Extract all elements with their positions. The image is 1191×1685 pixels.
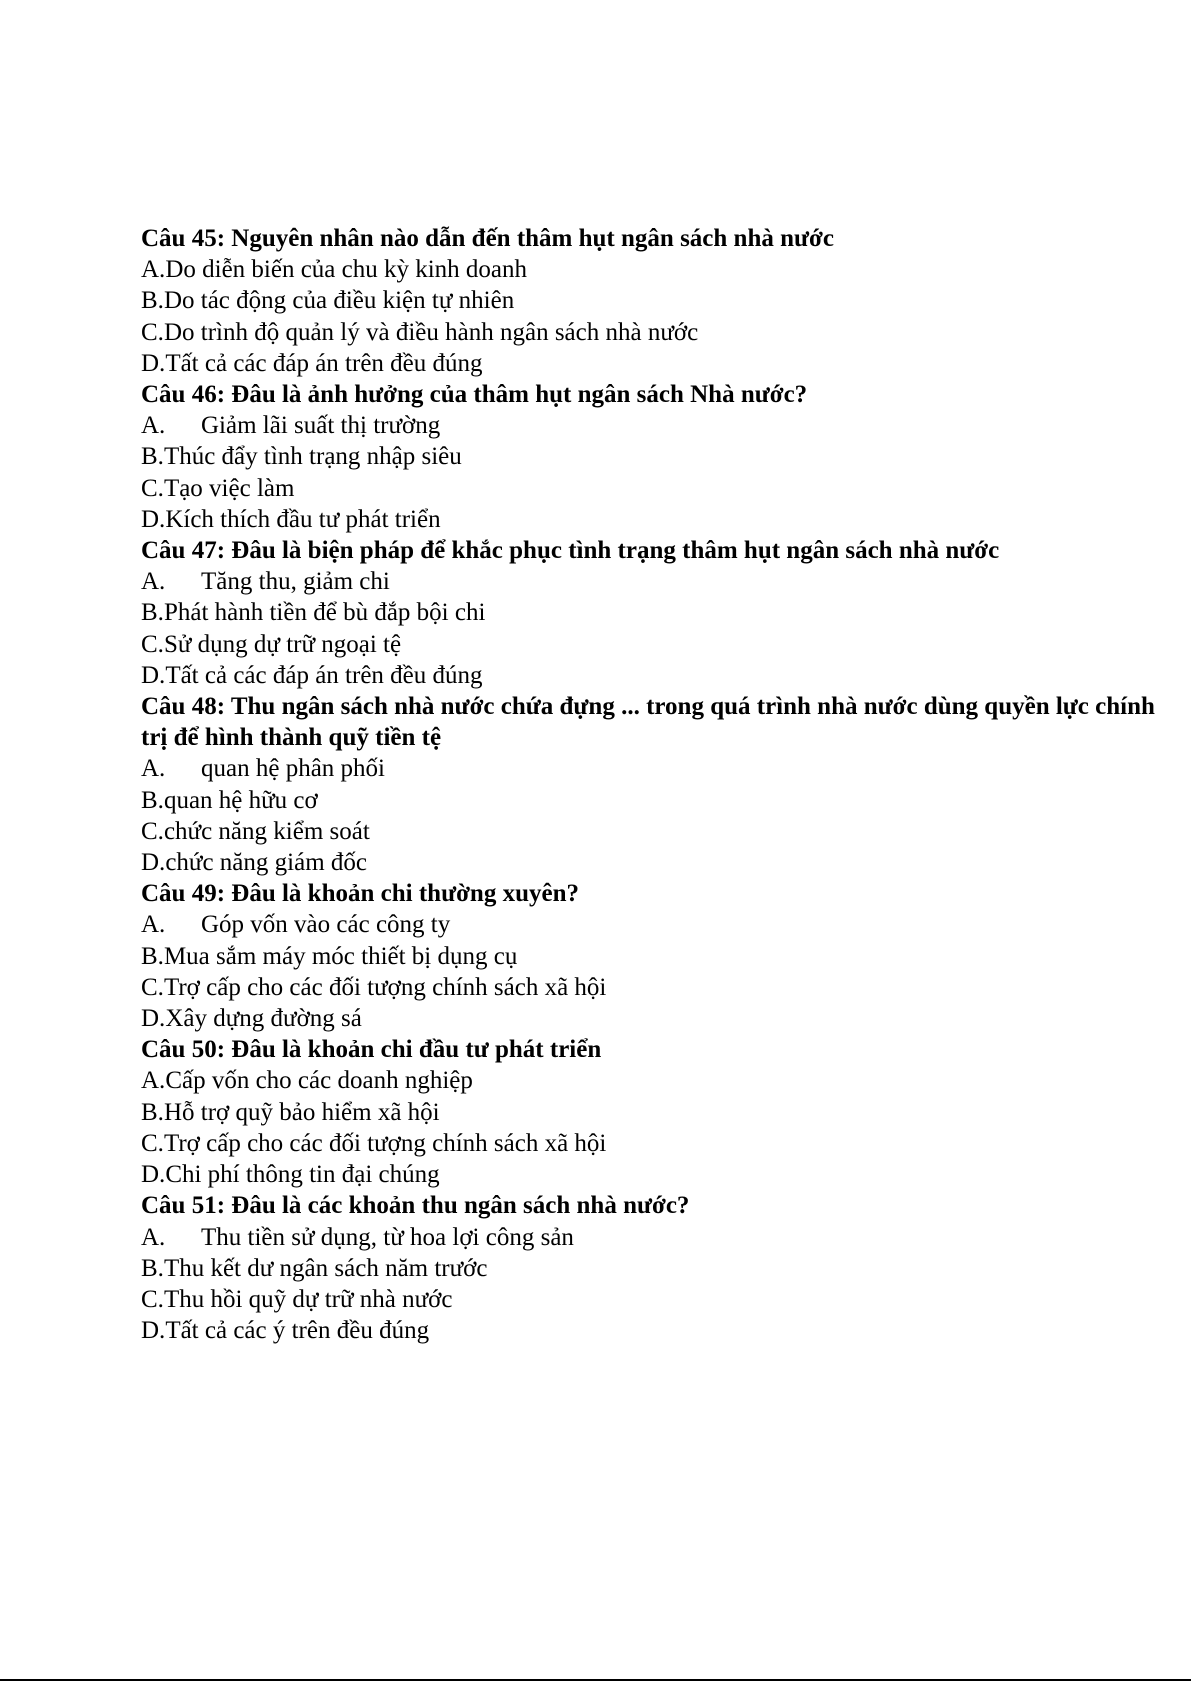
option-letter: A. <box>141 412 166 440</box>
option-text: Thúc đẩy tình trạng nhập siêu <box>163 443 462 471</box>
option-text: Kích thích đầu tư phát triển <box>165 505 441 533</box>
answer-option <box>141 1284 1171 1315</box>
answer-option <box>141 1003 1171 1034</box>
question-block <box>141 223 1171 379</box>
answer-option <box>141 753 1171 784</box>
option-letter: C. <box>141 630 164 658</box>
answer-option <box>141 254 1171 285</box>
answer-option <box>141 816 1171 847</box>
option-text: Tăng thu, giảm chi <box>201 568 390 596</box>
answer-option <box>141 972 1171 1003</box>
option-letter: B. <box>141 942 164 970</box>
option-text: quan hệ hữu cơ <box>163 786 318 814</box>
option-text: Hỗ trợ quỹ bảo hiểm xã hội <box>163 1098 440 1126</box>
option-letter: A. <box>141 568 166 596</box>
option-letter: B. <box>141 1254 164 1282</box>
option-text: Do tác động của điều kiện tự nhiên <box>163 287 515 315</box>
option-text: quan hệ phân phối <box>201 755 385 783</box>
option-text: chức năng kiểm soát <box>163 817 370 845</box>
option-letter: C. <box>141 973 164 1001</box>
option-letter: D. <box>141 661 166 689</box>
option-text: Mua sắm máy móc thiết bị dụng cụ <box>163 942 518 970</box>
answer-option <box>141 660 1171 691</box>
option-text: Cấp vốn cho các doanh nghiệp <box>165 1067 473 1095</box>
question-title: Câu 48: Thu ngân sách nhà nước chứa đựng ... trong quá trình nhà nước dùng quyền lực chính trị để hình thành quỹ tiền tệ <box>141 693 1155 752</box>
answer-option <box>141 629 1171 660</box>
page-bottom-rule <box>0 1679 1191 1681</box>
option-letter: D. <box>141 505 166 533</box>
option-letter: D. <box>141 1317 166 1345</box>
option-letter: B. <box>141 443 164 471</box>
question-block <box>141 691 1171 878</box>
answer-option <box>141 1222 1171 1253</box>
answer-option <box>141 909 1171 940</box>
option-letter: C. <box>141 1129 164 1157</box>
answer-option <box>141 847 1171 878</box>
answer-option <box>141 566 1171 597</box>
option-letter: D. <box>141 1005 166 1033</box>
answer-option <box>141 285 1171 316</box>
option-text: Trợ cấp cho các đối tượng chính sách xã hội <box>163 973 607 1001</box>
option-letter: C. <box>141 1285 164 1313</box>
question-title: Câu 49: Đâu là khoản chi thường xuyên? <box>141 880 579 908</box>
answer-option <box>141 597 1171 628</box>
answer-option <box>141 785 1171 816</box>
answer-option <box>141 348 1171 379</box>
option-letter: A. <box>141 1067 166 1095</box>
question-title: Câu 46: Đâu là ảnh hưởng của thâm hụt ngân sách Nhà nước? <box>141 381 808 409</box>
option-text: Thu hồi quỹ dự trữ nhà nước <box>163 1285 453 1313</box>
option-text: Trợ cấp cho các đối tượng chính sách xã hội <box>163 1129 607 1157</box>
option-letter: D. <box>141 349 166 377</box>
option-letter: A. <box>141 1223 166 1251</box>
option-letter: B. <box>141 287 164 315</box>
option-text: Do diễn biến của chu kỳ kinh doanh <box>165 256 528 284</box>
question-block <box>141 1034 1171 1190</box>
option-text: Thu tiền sử dụng, từ hoa lợi công sản <box>201 1223 574 1251</box>
answer-option <box>141 473 1171 504</box>
option-letter: B. <box>141 786 164 814</box>
question-block <box>141 1190 1171 1346</box>
option-letter: A. <box>141 256 166 284</box>
option-text: Thu kết dư ngân sách năm trước <box>163 1254 488 1282</box>
option-letter: C. <box>141 318 164 346</box>
answer-option <box>141 410 1171 441</box>
option-text: Tất cả các đáp án trên đều đúng <box>165 349 483 377</box>
option-text: Tạo việc làm <box>163 474 295 502</box>
question-block <box>141 535 1171 691</box>
answer-option <box>141 941 1171 972</box>
option-text: Xây dựng đường sá <box>165 1005 362 1033</box>
option-text: Góp vốn vào các công ty <box>201 911 451 939</box>
question-title: Câu 47: Đâu là biện pháp để khắc phục tình trạng thâm hụt ngân sách nhà nước <box>141 537 1000 565</box>
option-text: Tất cả các ý trên đều đúng <box>165 1317 430 1345</box>
option-text: Sử dụng dự trữ ngoại tệ <box>163 630 402 658</box>
answer-option <box>141 1159 1171 1190</box>
option-letter: C. <box>141 474 164 502</box>
option-letter: B. <box>141 1098 164 1126</box>
question-title: Câu 50: Đâu là khoản chi đầu tư phát triển <box>141 1036 602 1064</box>
option-letter: D. <box>141 1161 166 1189</box>
question-title: Câu 51: Đâu là các khoản thu ngân sách nhà nước? <box>141 1192 690 1220</box>
option-letter: A. <box>141 911 166 939</box>
option-text: Chi phí thông tin đại chúng <box>165 1161 440 1189</box>
option-text: Do trình độ quản lý và điều hành ngân sách nhà nước <box>163 318 699 346</box>
answer-option <box>141 317 1171 348</box>
answer-option <box>141 441 1171 472</box>
option-text: Tất cả các đáp án trên đều đúng <box>165 661 483 689</box>
option-letter: C. <box>141 817 164 845</box>
answer-option <box>141 1128 1171 1159</box>
option-letter: A. <box>141 755 166 783</box>
option-letter: B. <box>141 599 164 627</box>
answer-option <box>141 504 1171 535</box>
question-block <box>141 878 1171 1034</box>
answer-option <box>141 1097 1171 1128</box>
option-text: Phát hành tiền để bù đắp bội chi <box>163 599 486 627</box>
option-text: Giảm lãi suất thị trường <box>201 412 441 440</box>
document-body <box>141 223 1171 1346</box>
option-letter: D. <box>141 849 166 877</box>
answer-option <box>141 1065 1171 1096</box>
option-text: chức năng giám đốc <box>165 849 367 877</box>
question-title: Câu 45: Nguyên nhân nào dẫn đến thâm hụt ngân sách nhà nước <box>141 225 834 252</box>
answer-option <box>141 1253 1171 1284</box>
answer-option <box>141 1315 1171 1346</box>
question-block <box>141 379 1171 535</box>
